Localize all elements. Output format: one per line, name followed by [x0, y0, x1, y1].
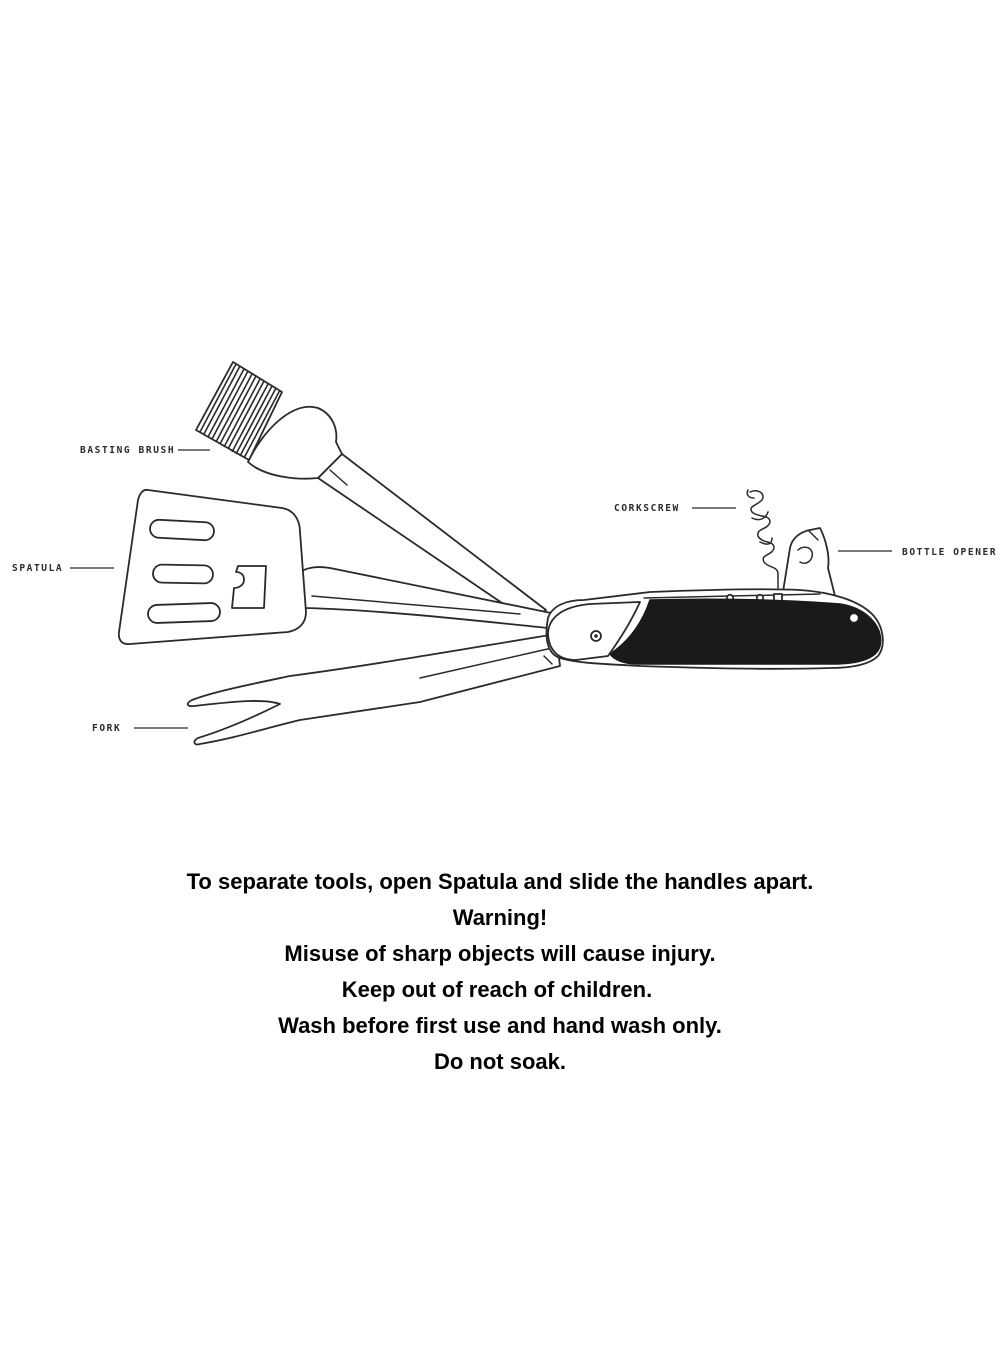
callout-fork: [92, 723, 188, 734]
corkscrew-label: CORKSCREW: [614, 503, 680, 514]
dark-grip: [610, 599, 881, 664]
fork: [188, 634, 560, 744]
corkscrew: [747, 490, 778, 588]
instruction-misuse-warning: Misuse of sharp objects will cause injury.: [284, 941, 716, 966]
instruction-wash: Wash before first use and hand wash only.: [278, 1013, 722, 1038]
instruction-separate-tools: To separate tools, open Spatula and slide the handles apart.: [186, 869, 814, 894]
care-instructions: [0, 864, 1000, 1080]
instruction-do-not-soak: Do not soak.: [433, 1049, 566, 1074]
spatula-label: SPATULA: [12, 563, 64, 574]
callout-bottle-opener: [838, 547, 997, 558]
callout-spatula: [12, 563, 114, 574]
fork-label: FORK: [92, 723, 122, 734]
bottle-opener-label: BOTTLE OPENER: [902, 547, 998, 558]
basting-brush-label: BASTING BRUSH: [80, 445, 176, 456]
callout-corkscrew: [614, 503, 736, 514]
instruction-keep-from-children: Keep out of reach of children.: [341, 977, 659, 1002]
instruction-warning-heading: Warning!: [452, 905, 548, 930]
callout-basting-brush: [80, 445, 210, 456]
multitool-handle: [547, 589, 883, 669]
